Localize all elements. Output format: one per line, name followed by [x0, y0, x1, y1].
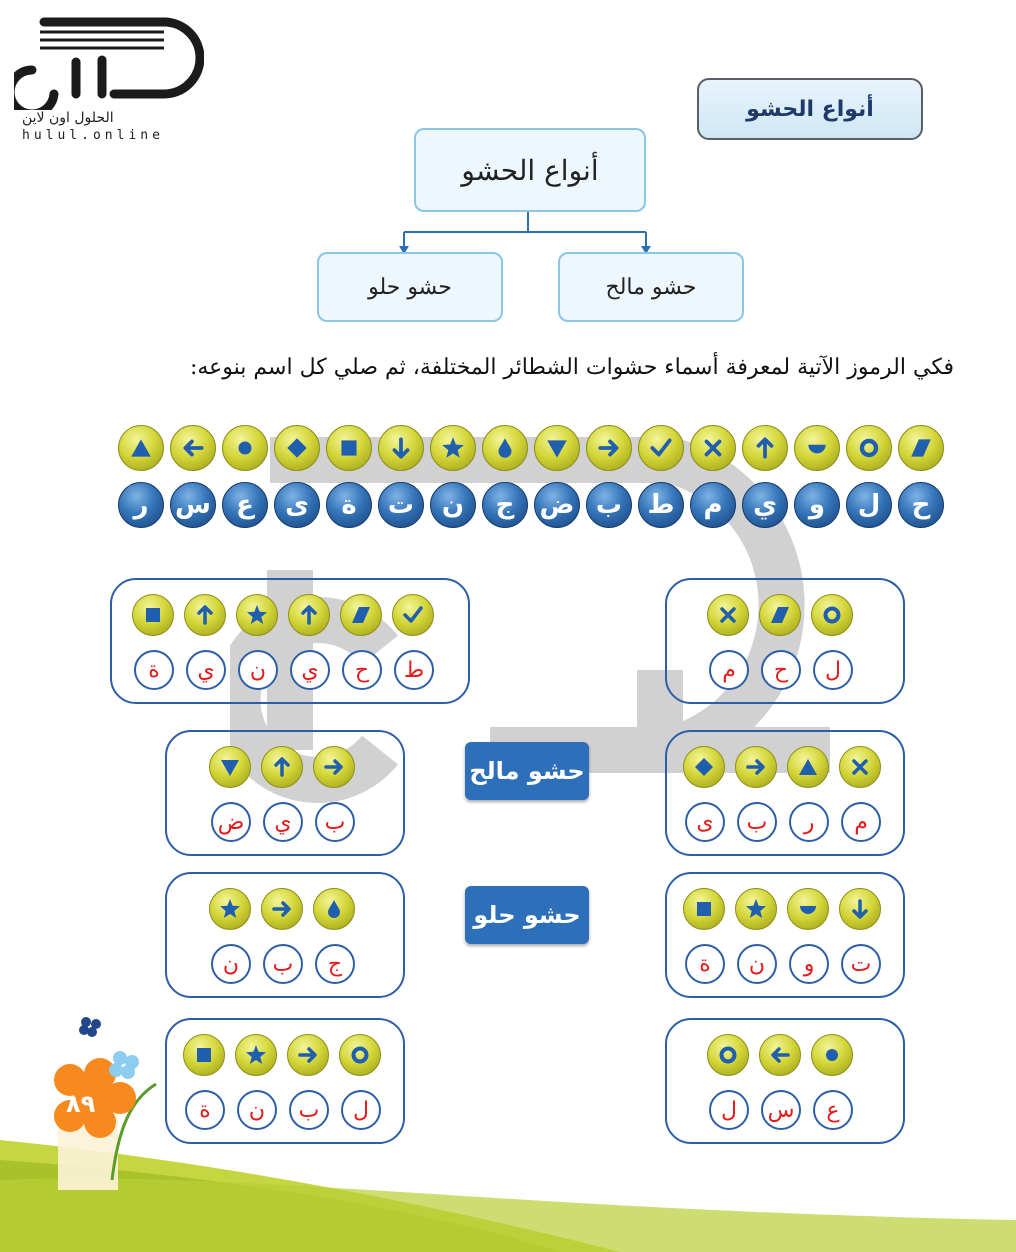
diamond-icon [274, 425, 320, 471]
cipher-group-5 [165, 872, 405, 998]
cross-icon [690, 425, 736, 471]
answer-letter: ب [315, 802, 355, 842]
answer-letter: ة [134, 650, 174, 690]
group-letters [211, 944, 367, 984]
arrow-down-icon [839, 888, 881, 930]
triangle-up-icon [787, 746, 829, 788]
logo-url: hulul.online [22, 128, 164, 143]
diamond-icon [683, 746, 725, 788]
check-icon [392, 594, 434, 636]
parallelogram-icon [340, 594, 382, 636]
arrow-down-icon [378, 425, 424, 471]
drop-icon [313, 888, 355, 930]
group-symbols [132, 594, 444, 636]
star-icon [430, 425, 476, 471]
key-letter: ي [742, 482, 788, 528]
arrow-right-icon [261, 888, 303, 930]
key-letter: ت [378, 482, 424, 528]
label-salty-filling[interactable]: حشو مالح [465, 742, 589, 800]
answer-letter: ب [737, 802, 777, 842]
answer-letter: ح [761, 650, 801, 690]
triangle-down-icon [534, 425, 580, 471]
key-symbols-row [118, 425, 950, 471]
cipher-group-4 [665, 730, 905, 856]
tree-node-salty: حشو مالح [558, 252, 744, 322]
cipher-group-1 [110, 578, 470, 704]
triangle-up-icon [118, 425, 164, 471]
dot-icon [222, 425, 268, 471]
key-letter: س [170, 482, 216, 528]
group-letters [685, 944, 893, 984]
arrow-up-icon [288, 594, 330, 636]
drop-icon [482, 425, 528, 471]
page-number: ٨٩ [66, 1090, 96, 1118]
key-letter: و [794, 482, 840, 528]
square-icon [132, 594, 174, 636]
answer-letter: ي [263, 802, 303, 842]
arrow-up-icon [184, 594, 226, 636]
answer-letter: ن [238, 650, 278, 690]
answer-letter: ض [211, 802, 251, 842]
answer-letter: ن [237, 1090, 277, 1130]
arrow-left-icon [170, 425, 216, 471]
answer-letter: ن [211, 944, 251, 984]
answer-letter: ت [841, 944, 881, 984]
answer-letter: ج [315, 944, 355, 984]
star-icon [209, 888, 251, 930]
answer-letter: س [761, 1090, 801, 1130]
key-letter: ع [222, 482, 268, 528]
answer-letter: ل [813, 650, 853, 690]
cross-icon [707, 594, 749, 636]
answer-letter: م [709, 650, 749, 690]
key-letter: ى [274, 482, 320, 528]
tree-connector [390, 208, 670, 256]
answer-letter: ر [789, 802, 829, 842]
brand-logo [14, 10, 204, 145]
ring-icon [846, 425, 892, 471]
half-circle-icon [794, 425, 840, 471]
group-symbols [683, 888, 891, 930]
answer-letter: ة [185, 1090, 225, 1130]
bottom-decoration [0, 1010, 1016, 1252]
key-letter: ر [118, 482, 164, 528]
half-circle-icon [787, 888, 829, 930]
cipher-group-2 [665, 578, 905, 704]
key-letter: ح [898, 482, 944, 528]
arrow-right-icon [586, 425, 632, 471]
answer-letter: و [789, 944, 829, 984]
arrow-right-icon [735, 746, 777, 788]
logo-mark-icon [14, 10, 204, 110]
key-letter: م [690, 482, 736, 528]
tree-node-sweet: حشو حلو [317, 252, 503, 322]
key-letter: ة [326, 482, 372, 528]
group-letters [211, 802, 367, 842]
group-symbols [209, 888, 365, 930]
key-letter: ل [846, 482, 892, 528]
square-icon [683, 888, 725, 930]
key-letters-row [118, 482, 950, 528]
answer-letter: ب [263, 944, 303, 984]
answer-letter: م [841, 802, 881, 842]
group-symbols [209, 746, 365, 788]
group-symbols [707, 594, 863, 636]
ring-icon [811, 594, 853, 636]
group-letters [685, 802, 893, 842]
label-sweet-filling[interactable]: حشو حلو [465, 886, 589, 944]
answer-letter: ط [394, 650, 434, 690]
answer-letter: ن [737, 944, 777, 984]
key-letter: ض [534, 482, 580, 528]
section-title: أنواع الحشو [697, 78, 923, 140]
arrow-up-icon [742, 425, 788, 471]
answer-letter: ب [289, 1090, 329, 1130]
group-letters [134, 650, 446, 690]
arrow-right-icon [313, 746, 355, 788]
group-symbols [683, 746, 891, 788]
answer-letter: ي [186, 650, 226, 690]
cross-icon [839, 746, 881, 788]
cipher-group-6 [665, 872, 905, 998]
group-letters [709, 650, 865, 690]
answer-letter: ي [290, 650, 330, 690]
key-letter: ط [638, 482, 684, 528]
logo-subtitle: الحلول اون لاين [22, 110, 114, 126]
triangle-down-icon [209, 746, 251, 788]
star-icon [236, 594, 278, 636]
answer-letter: ة [685, 944, 725, 984]
cipher-group-3 [165, 730, 405, 856]
parallelogram-icon [898, 425, 944, 471]
star-icon [735, 888, 777, 930]
answer-letter: ى [685, 802, 725, 842]
key-letter: ن [430, 482, 476, 528]
answer-letter: ح [342, 650, 382, 690]
square-icon [326, 425, 372, 471]
key-letter: ج [482, 482, 528, 528]
answer-letter: ل [709, 1090, 749, 1130]
instruction-text: فكي الرموز الآتية لمعرفة أسماء حشوات الشطائر المختلفة، ثم صلي كل اسم بنوعه: [189, 355, 954, 380]
parallelogram-icon [759, 594, 801, 636]
check-icon [638, 425, 684, 471]
arrow-up-icon [261, 746, 303, 788]
key-letter: ب [586, 482, 632, 528]
answer-letter: ع [813, 1090, 853, 1130]
tree-root-node: أنواع الحشو [414, 128, 646, 212]
answer-letter: ل [341, 1090, 381, 1130]
